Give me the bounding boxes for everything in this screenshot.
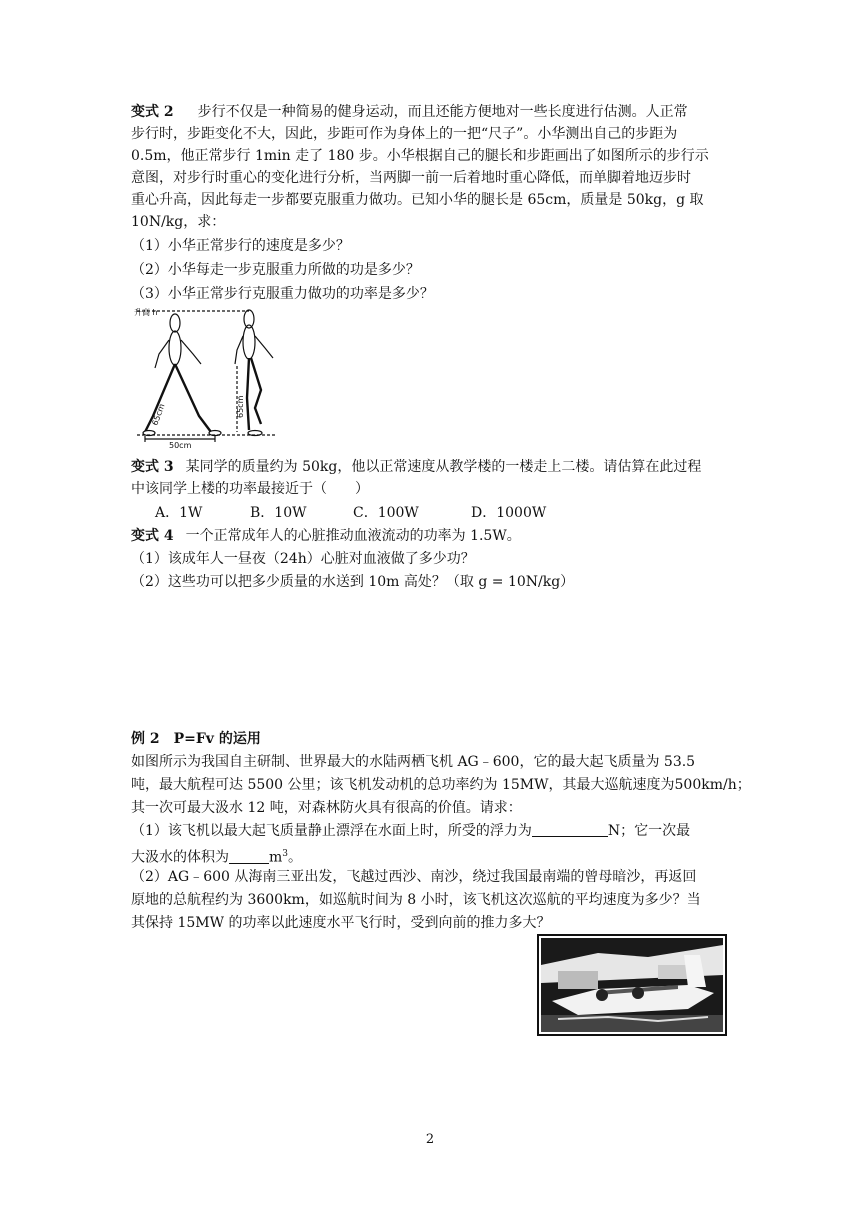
- example2-question-2-line-1: （2）AG﹣600 从海南三亚出发，飞越过西沙、南沙，绕过我国最南端的曾母暗沙，再返回: [131, 869, 697, 885]
- walker-left-head: [170, 314, 180, 332]
- walker-right-body: [243, 325, 255, 359]
- variant4-question-1: （1）该成年人一昼夜（24h）心脏对血液做了多少功？: [131, 551, 475, 567]
- variant3-options: [155, 502, 765, 524]
- label-step: 50cm: [169, 441, 192, 450]
- option-c: C．100W: [353, 505, 419, 521]
- option-a: A．1W: [155, 505, 203, 521]
- variant2-line-6: 10N/kg，求：: [131, 214, 226, 230]
- variant2-question-1: （1）小华正常步行的速度是多少？: [131, 238, 350, 254]
- page-number: 2: [425, 1132, 435, 1147]
- walker-left-body: [169, 331, 181, 365]
- variant2-question-3: （3）小华正常步行克服重力做功的功率是多少？: [131, 286, 434, 302]
- example2-heading: 例 2 P=Fv 的运用: [131, 731, 261, 747]
- walking-diagram: [131, 306, 281, 450]
- variant4-question-2: （2）这些功可以把多少质量的水送到 10m 高处？（取 g = 10N/kg）: [131, 574, 575, 590]
- variant2-question-2: （2）小华每走一步克服重力所做的功是多少？: [131, 262, 420, 278]
- label-leg-right: 65cm: [236, 395, 245, 418]
- variant3-line-2: 中该同学上楼的功率最接近于（ ）: [131, 481, 369, 497]
- variant2-heading: 变式 2: [131, 104, 174, 120]
- example2-question-1b: 大汲水的体积为 $m^3$。: [131, 843, 741, 869]
- variant4-heading: 变式 4: [131, 528, 174, 544]
- example2-line-2: 吨，最大航程可达 5500 公里；该飞机发动机的总功率约为 15MW，其最大巡航速度为500km/h；: [131, 777, 751, 793]
- option-b: B．10W: [250, 505, 307, 521]
- variant3-line-1: 变式 3 某同学的质量约为 50kg，他以正常速度从教学楼的一楼走上二楼。请估算在此过程: [131, 459, 702, 475]
- variant4-line-1: 变式 4 一个正常成年人的心脏推动血液流动的功率为 1.5W。: [131, 528, 521, 544]
- buoyancy-answer-blank[interactable]: [532, 820, 608, 837]
- label-leg-left: 65cm: [150, 402, 167, 427]
- walker-right-legs: [247, 358, 261, 430]
- variant2-line-4: 意图，对步行时重心的变化进行分析，当两脚一前一后着地时重心降低，而单脚着地迈步时: [131, 170, 691, 186]
- variant3-heading: 变式 3: [131, 459, 174, 475]
- label-height: 升高 h: [134, 308, 158, 317]
- variant2-line-2: 步行时，步距变化不大，因此，步距可作为身体上的一把“尺子”。小华测出自己的步距为: [131, 126, 678, 142]
- example2-line-1: 如图所示为我国自主研制、世界最大的水陆两栖飞机 AG﹣600，它的最大起飞质量为 53.5: [131, 754, 696, 770]
- example2-question-1a: （1）该飞机以最大起飞质量静止漂浮在水面上时，所受的浮力为 N；它一次最: [131, 820, 741, 842]
- variant2-line-1: 变式 2 步行不仅是一种简易的健身运动，而且还能方便地对一些长度进行估测。人正常: [131, 104, 688, 120]
- example2-line-3: 其一次可最大汲水 12 吨，对森林防火具有很高的价值。请求：: [131, 800, 522, 816]
- example2-question-2-line-2: 原地的总航程约为 3600km，如巡航时间为 8 小时，该飞机这次巡航的平均速度为多少？当: [131, 892, 701, 908]
- example2-question-2-line-3: 其保持 15MW 的功率以此速度水平飞行时，受到向前的推力多大？: [131, 915, 551, 931]
- variant2-line-3: 0.5m，他正常步行 1min 走了 180 步。小华根据自己的腿长和步距画出了如图所示的步行示: [131, 148, 709, 164]
- variant2-line-5: 重心升高，因此每走一步都要克服重力做功。已知小华的腿长是 65cm，质量是 50kg，g 取: [131, 192, 704, 208]
- seaplane-photo: [538, 935, 726, 1035]
- option-d: D．1000W: [471, 505, 547, 521]
- volume-answer-blank[interactable]: [229, 847, 269, 864]
